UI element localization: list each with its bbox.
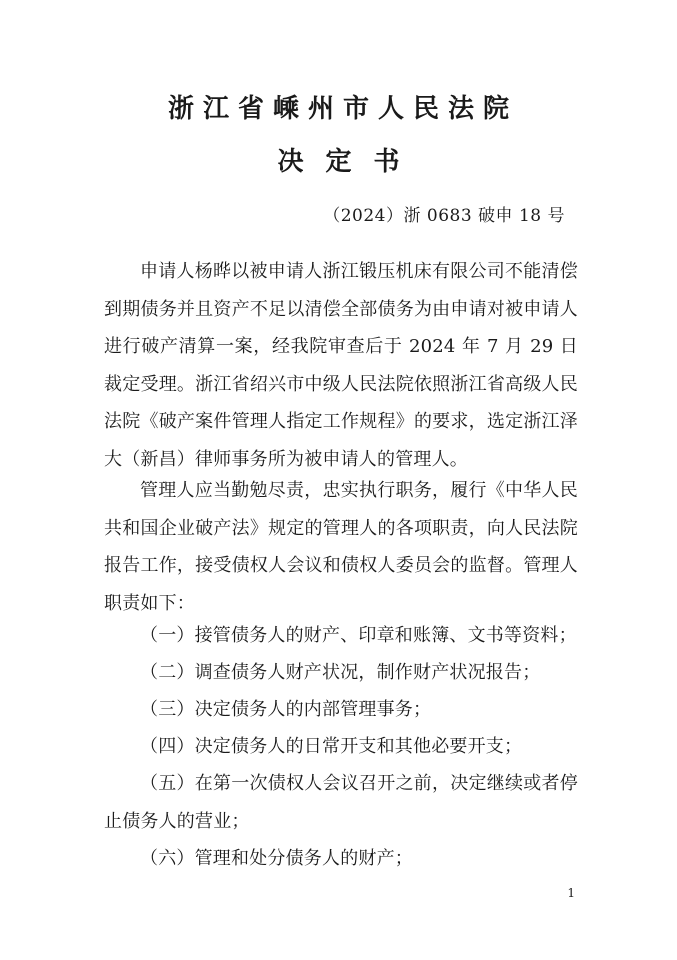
page-number: 1 xyxy=(567,886,575,900)
duty-item: （六）管理和处分债务人的财产； xyxy=(140,848,413,869)
duty-item: （二）调查债务人财产状况，制作财产状况报告； xyxy=(140,662,541,683)
case-number: （2024）浙 0683 破申 18 号 xyxy=(323,206,565,226)
paragraph-administrator-duties: 管理人应当勤勉尽责，忠实执行职务，履行《中华人民共和国企业破产法》规定的管理人的各项职责，向人民法院报告工作，接受债权人会议和债权人委员会的监督。管理人职责如下： xyxy=(104,480,578,614)
document-type-title: 决定书 xyxy=(277,147,422,177)
duty-item: （四）决定债务人的日常开支和其他必要开支； xyxy=(140,736,523,757)
duty-item: （一）接管债务人的财产、印章和账簿、文书等资料； xyxy=(140,625,577,646)
court-name-title: 浙江省嵊州市人民法院 xyxy=(167,94,518,124)
duty-item: （三）决定债务人的内部管理事务； xyxy=(140,699,432,720)
duty-item: （五）在第一次债权人会议召开之前，决定继续或者停止债务人的营业； xyxy=(104,773,578,832)
paragraph-acceptance: 申请人杨晔以被申请人浙江锻压机床有限公司不能清偿到期债务并且资产不足以清偿全部债务为由申请对被申请人进行破产清算一案，经我院审查后于 2024 年 7 月 29 日裁定受理。浙江省绍兴市中级人民法院依照浙江省高级人民法院《破产案件管理人指定工作规程》的要求，选定浙江泽大（新昌）律师事务所为被申请人的管理人。 xyxy=(104,261,578,470)
